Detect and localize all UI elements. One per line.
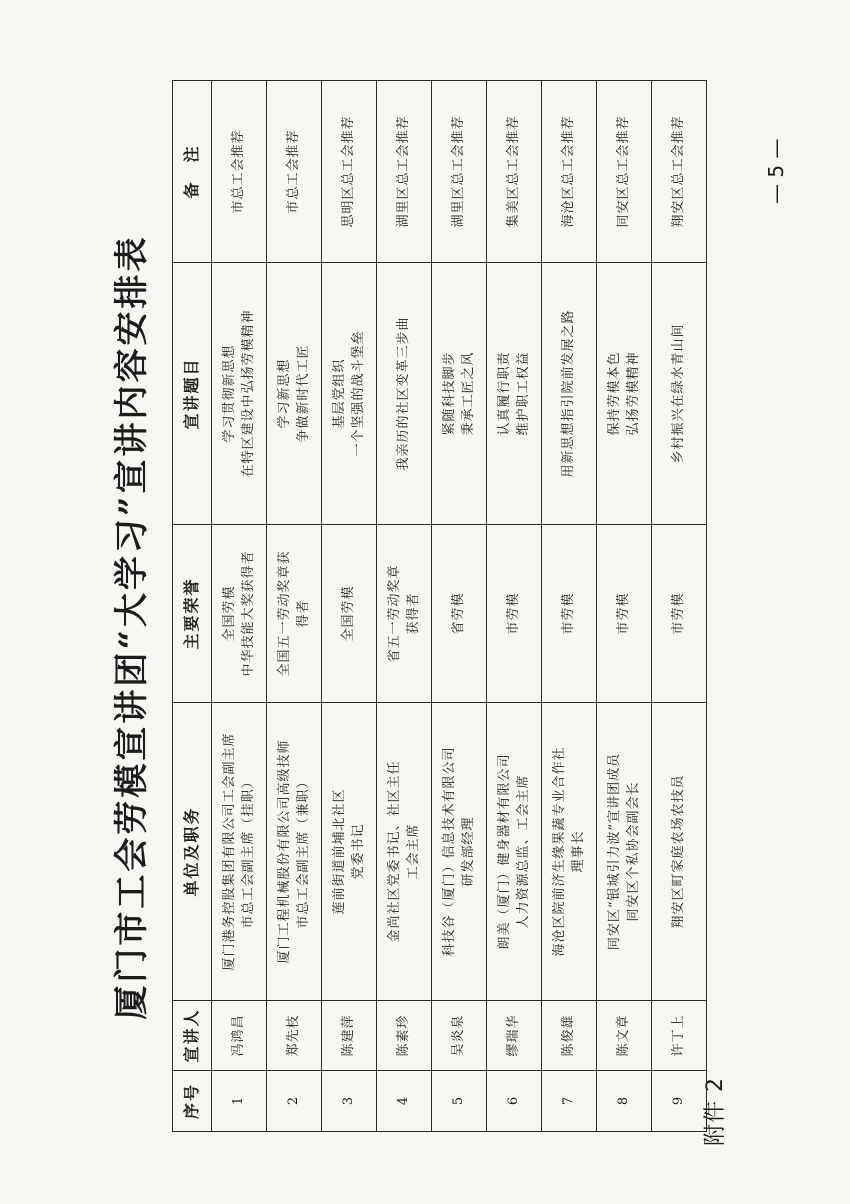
cell-honor: 全国劳模 中华技能大奖获得者 <box>212 525 267 703</box>
document-title: 厦门市工会劳模宣讲团“大学习”宣讲内容安排表 <box>112 234 152 1020</box>
cell-topic: 认真履行职责 维护职工权益 <box>487 263 542 525</box>
header-speaker: 宣讲人 <box>173 1001 212 1071</box>
lecture-schedule-table <box>172 80 707 1132</box>
cell-speaker: 陈俊雄 <box>542 1001 597 1071</box>
table-row <box>267 81 322 1132</box>
cell-unit: 厦门工程机械股份有限公司高级技师 市总工会副主席（兼职） <box>267 703 322 1001</box>
header-topic: 宣讲题目 <box>173 263 212 525</box>
table-row <box>487 81 542 1132</box>
cell-honor: 省五一劳动奖章 获得者 <box>377 525 432 703</box>
cell-honor: 市劳模 <box>652 525 707 703</box>
cell-unit: 海沧区院前济生缘果蔬专业合作社 理事长 <box>542 703 597 1001</box>
cell-no: 8 <box>597 1071 652 1132</box>
cell-speaker: 许丁上 <box>652 1001 707 1071</box>
table-row <box>597 81 652 1132</box>
table-row <box>377 81 432 1132</box>
cell-note: 思明区总工会推荐 <box>322 81 377 263</box>
cell-unit: 翔安区町家庭农场农技员 <box>652 703 707 1001</box>
cell-unit: 厦门港务控股集团有限公司工会副主席 市总工会副主席（挂职） <box>212 703 267 1001</box>
cell-honor: 市劳模 <box>487 525 542 703</box>
cell-note: 翔安区总工会推荐 <box>652 81 707 263</box>
cell-note: 集美区总工会推荐 <box>487 81 542 263</box>
table-header-row <box>173 81 212 1132</box>
cell-honor: 省劳模 <box>432 525 487 703</box>
cell-note: 海沧区总工会推荐 <box>542 81 597 263</box>
cell-note: 湖里区总工会推荐 <box>432 81 487 263</box>
cell-unit: 朗美（厦门）健身器材有限公司 人力资源总监、工会主席 <box>487 703 542 1001</box>
table-row <box>542 81 597 1132</box>
cell-topic: 我亲历的社区变革三步曲 <box>377 263 432 525</box>
cell-speaker: 陈建萍 <box>322 1001 377 1071</box>
cell-honor: 全国劳模 <box>322 525 377 703</box>
cell-topic: 紧随科技脚步 秉承工匠之风 <box>432 263 487 525</box>
cell-speaker: 陈文章 <box>597 1001 652 1071</box>
cell-no: 2 <box>267 1071 322 1132</box>
header-note: 备 注 <box>173 81 212 263</box>
cell-speaker: 缪瑞华 <box>487 1001 542 1071</box>
cell-no: 4 <box>377 1071 432 1132</box>
cell-topic: 基层党组织 一个坚强的战斗堡垒 <box>322 263 377 525</box>
header-honor: 主要荣誉 <box>173 525 212 703</box>
cell-no: 1 <box>212 1071 267 1132</box>
cell-topic: 学习新思想 争做新时代工匠 <box>267 263 322 525</box>
cell-no: 7 <box>542 1071 597 1132</box>
cell-honor: 市劳模 <box>597 525 652 703</box>
cell-honor: 市劳模 <box>542 525 597 703</box>
attachment-label: 附件 2 <box>703 1077 728 1146</box>
cell-topic: 用新思想指引院前发展之路 <box>542 263 597 525</box>
cell-note: 同安区总工会推荐 <box>597 81 652 263</box>
cell-honor: 全国五一劳动奖章获 得者 <box>267 525 322 703</box>
cell-unit: 金尚社区党委书记、社区主任 工会主席 <box>377 703 432 1001</box>
cell-speaker: 冯鸿昌 <box>212 1001 267 1071</box>
cell-topic: 学习贯彻新思想 在特区建设中弘扬劳模精神 <box>212 263 267 525</box>
table-row <box>212 81 267 1132</box>
cell-note: 市总工会推荐 <box>267 81 322 263</box>
cell-no: 3 <box>322 1071 377 1132</box>
cell-topic: 保持劳模本色 弘扬劳模精神 <box>597 263 652 525</box>
header-no: 序号 <box>173 1071 212 1132</box>
cell-no: 5 <box>432 1071 487 1132</box>
cell-note: 市总工会推荐 <box>212 81 267 263</box>
cell-note: 湖里区总工会推荐 <box>377 81 432 263</box>
page-number: — 5 — <box>764 138 788 204</box>
cell-no: 6 <box>487 1071 542 1132</box>
cell-topic: 乡村振兴在绿水青山间 <box>652 263 707 525</box>
cell-unit: 同安区“银城引力波”宣讲团成员 同安区个私协会副会长 <box>597 703 652 1001</box>
table-row <box>652 81 707 1132</box>
cell-unit: 科技谷（厦门）信息技术有限公司 研发部经理 <box>432 703 487 1001</box>
cell-speaker: 吴炎泉 <box>432 1001 487 1071</box>
cell-no: 9 <box>652 1071 707 1132</box>
table-row <box>432 81 487 1132</box>
cell-unit: 莲前街道前埔北社区 党委书记 <box>322 703 377 1001</box>
cell-speaker: 郑先枝 <box>267 1001 322 1071</box>
table-row <box>322 81 377 1132</box>
cell-speaker: 陈素珍 <box>377 1001 432 1071</box>
header-unit: 单位及职务 <box>173 703 212 1001</box>
